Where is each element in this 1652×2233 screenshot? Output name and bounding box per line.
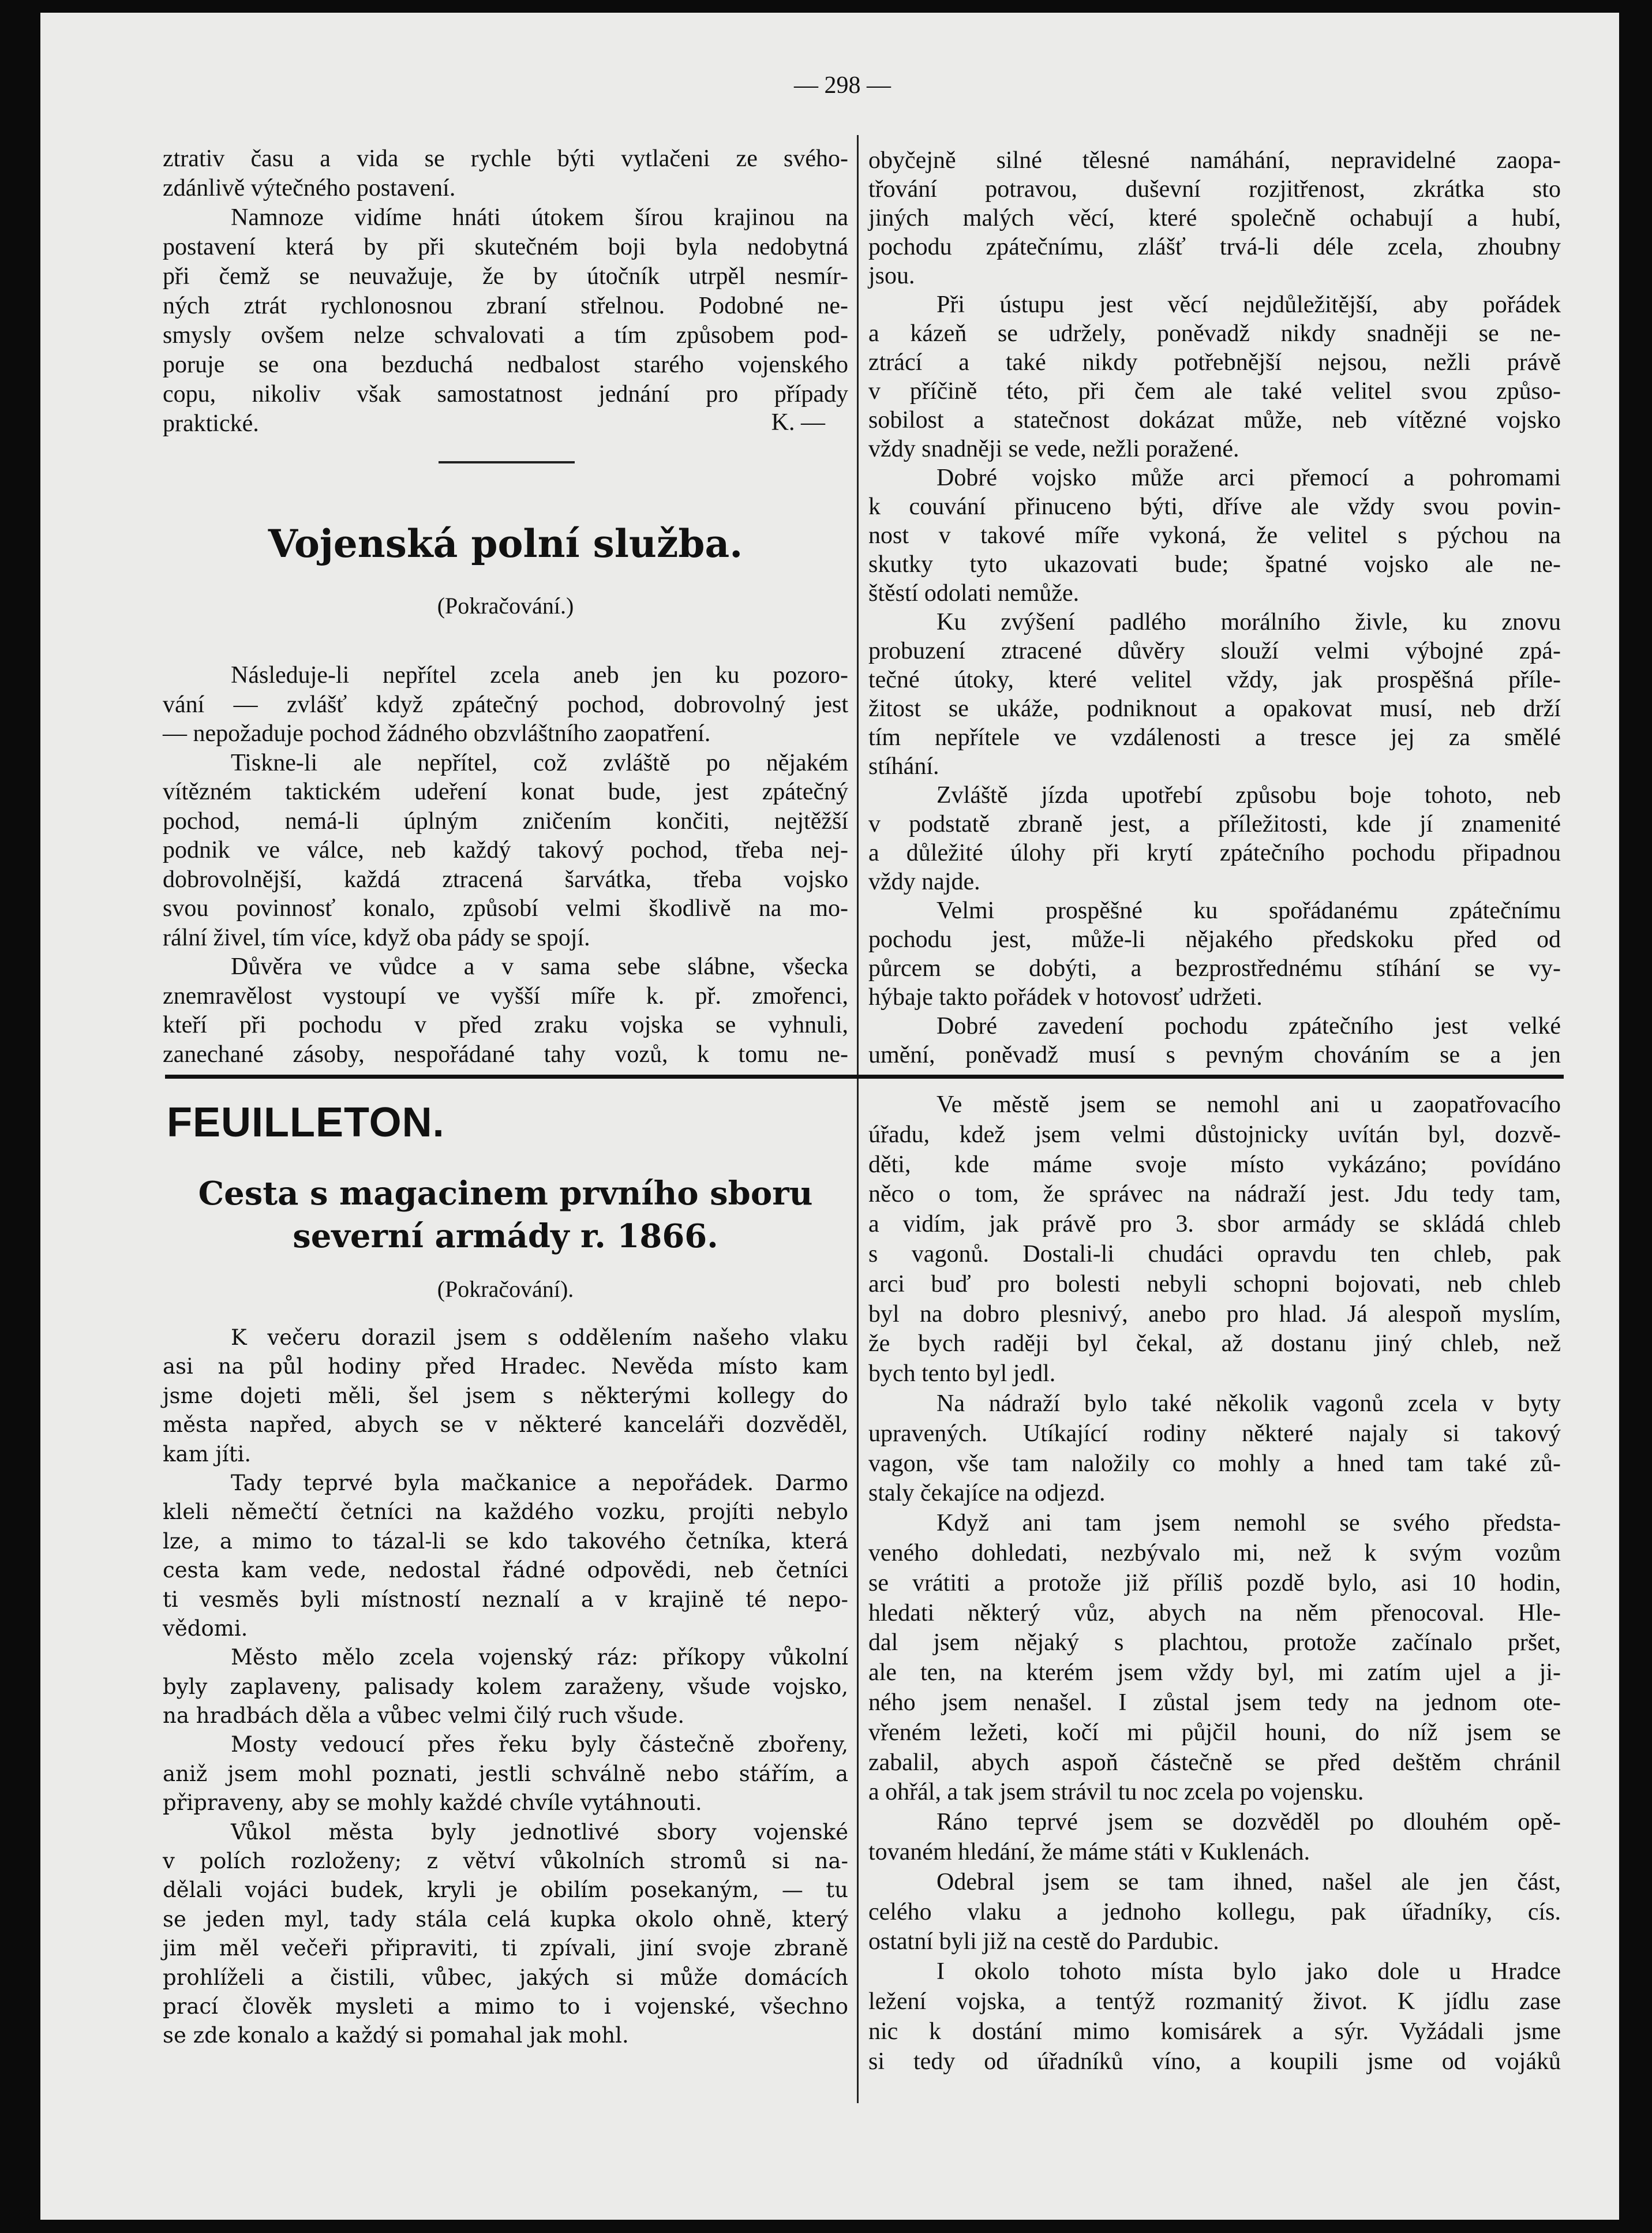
text-line: Namnoze vidíme hnáti útokem šírou krajinou na — [231, 204, 848, 231]
text-line: staly čekajíce na odjezd. — [868, 1480, 1106, 1507]
text-line: Tiskne-li ale nepřítel, což zvláště po nějakém — [231, 749, 848, 776]
paragraph — [868, 463, 1561, 608]
text-line: že bych raději byl čekal, až dostanu jiný chleb, než — [868, 1330, 1561, 1357]
page-number: — 298 — — [794, 72, 891, 99]
article-signature: K. — — [771, 409, 825, 436]
paragraph — [868, 1389, 1561, 1509]
paragraph — [868, 1868, 1561, 1957]
paragraph — [868, 1808, 1561, 1868]
text-line: Při ústupu jest věcí nejdůležitější, aby pořádek — [936, 291, 1561, 318]
text-line: vědomi. — [163, 1615, 248, 1641]
text-line: v polích rozloženy; z větví vůkolních stromů si na- — [163, 1849, 848, 1874]
paragraph — [163, 1323, 848, 1469]
text-line: Následuje-li nepřítel zcela aneb jen ku pozoro- — [231, 662, 848, 689]
text-line: ztrativ času a vida se rychle býti vytlačeni ze svého- — [163, 145, 848, 172]
text-line: při čemž se neuvažuje, že by útočník utrpěl nesmír- — [163, 263, 848, 290]
feuilleton-title-line1: Cesta s magacinem prvního sboru — [198, 1175, 813, 1213]
text-line: dobrovolnější, každá ztracená šarvátka, třeba vojsko — [163, 866, 848, 893]
text-line: a ohřál, a tak jsem strávil tu noc zcela po vojensku. — [868, 1779, 1364, 1806]
text-line: ného jsem nenašel. I zůstal jsem tedy na jednom ote- — [868, 1689, 1561, 1716]
text-line: děti, kde máme svoje místo vykázáno; povídáno — [868, 1151, 1561, 1178]
text-line: lze, a mimo to tázal-li se kdo takového četníka, která — [163, 1528, 848, 1554]
text-line: Důvěra ve vůdce a v sama sebe slábne, všecka — [231, 953, 848, 980]
text-line: I okolo tohoto místa bylo jako dole u Hradce — [936, 1958, 1561, 1985]
text-line: umění, poněvadž musí s pevným chováním se a jen — [868, 1042, 1561, 1068]
text-line: vítězném taktickém udeření konat bude, jest zpátečný — [163, 779, 848, 805]
text-line: podnik ve válce, neb každý takový pochod, třeba nej- — [163, 837, 848, 863]
text-line: hledati některý vůz, abych na něm přenocoval. Hle- — [868, 1599, 1561, 1626]
text-line: prohlíželi a čistili, vůbec, jakých si může domácích — [163, 1965, 848, 1990]
article-body-right — [868, 146, 1561, 1069]
text-line: něco o tom, že správec na nádraží jest. Jdu tedy tam, — [868, 1181, 1561, 1208]
paragraph — [163, 661, 848, 749]
text-line: ostatní byli již na cestě do Pardubic. — [868, 1928, 1219, 1955]
text-line: tečné útoky, které velitel vždy, jak prospěšná příle- — [868, 667, 1561, 693]
feuilleton-body-right — [868, 1090, 1561, 2077]
text-line: ležení vojska, a tentýž rozmanitý život. K jídlu zase — [868, 1988, 1561, 2015]
text-line: ztrácí a také nikdy potřebnější nejsou, nežli právě — [868, 349, 1561, 376]
text-line: s vagonů. Dostali-li chudáci opravdu ten chleb, pak — [868, 1240, 1561, 1267]
text-line: v podstatě zbraně jest, a příležitosti, kde jí znamenité — [868, 811, 1561, 837]
feuilleton-divider — [165, 1075, 1564, 1079]
text-line: Odebral jsem se tam ihned, našel ale jen část, — [936, 1868, 1561, 1895]
article-subtitle: (Pokračování.) — [437, 593, 574, 619]
text-line: Tady teprvé byla mačkanice a nepořádek. Darmo — [231, 1470, 848, 1495]
text-line: a důležité úlohy při krytí zpátečního pochodu připadnou — [868, 840, 1561, 866]
text-line: k couvání přinuceno býti, dříve ale vždy svou povin- — [868, 493, 1561, 520]
text-line: zdánlivě výtečného postavení. — [163, 175, 456, 201]
text-line: dal jsem nějaký s plachtou, protože začínalo pršet, — [868, 1629, 1561, 1656]
feuilleton-title-line2: severní armády r. 1866. — [293, 1217, 718, 1255]
text-line: tím nepřítele ve vzdálenosti a tresce jej za smělé — [868, 724, 1561, 751]
paragraph — [163, 1469, 848, 1643]
paragraph — [868, 1090, 1561, 1389]
feuilleton-body-left — [163, 1323, 848, 2051]
text-line: v příčině této, při čem ale také velitel svou způso- — [868, 378, 1561, 405]
text-line: zabalil, abych aspoň částečně se před deštěm chránil — [868, 1749, 1561, 1776]
text-line: a vidím, jak právě pro 3. sbor armády se skládá chleb — [868, 1211, 1561, 1238]
text-line: Město mělo zcela vojenský ráz: příkopy vůkolní — [231, 1645, 848, 1670]
text-line: arci buď pro bolesti nebyli schopni bojovati, neb chleb — [868, 1270, 1561, 1297]
text-line: Zvláště jízda upotřebí způsobu boje tohoto, neb — [936, 782, 1561, 809]
paragraph — [163, 749, 848, 953]
text-line: vání — zvlášť když zpátečný pochod, dobrovolný jest — [163, 691, 848, 718]
paragraph — [868, 290, 1561, 463]
scan-edge-top — [0, 0, 1652, 13]
text-line: ných ztrát rychlonosnou zbraní střelnou. Podobné ne- — [163, 293, 848, 319]
text-line: kteří při pochodu v před zraku vojska se vyhnuli, — [163, 1012, 848, 1038]
text-line: vždy najde. — [868, 869, 980, 895]
scan-edge-right — [1619, 0, 1652, 2233]
feuilleton-label: FEUILLETON. — [167, 1099, 445, 1146]
text-line: třování potravou, duševní rozjitřenost, zkrátka sto — [868, 176, 1561, 203]
scan-edge-bottom — [0, 2220, 1652, 2233]
text-line: cesta kam vede, nedostal řádné odpovědi, neb četníci — [163, 1558, 848, 1583]
text-line: jim měl večeři připraviti, ti zpívali, jiní svoje zbraně — [163, 1936, 848, 1961]
text-line: Mosty vedoucí přes řeku byly částečně zbořeny, — [231, 1732, 848, 1757]
paragraph — [163, 1818, 848, 2051]
text-line: znemravělost vystoupí ve vyšší míře k. př. zmořenci, — [163, 982, 848, 1009]
text-line: probuzení ztracené důvěry slouží velmi výbojné zpá- — [868, 638, 1561, 664]
text-line: jsou. — [868, 263, 915, 289]
text-line: Když ani tam jsem nemohl se svého předsta- — [936, 1510, 1561, 1537]
text-line: tovaném hledání, že máme státi v Kuklenách. — [868, 1838, 1310, 1865]
text-line: prací člověk mysleti a mimo to i vojenské, všechno — [163, 1993, 848, 2019]
text-line: pochodu zpátečnímu, zlášť trvá-li déle zcela, zhoubny — [868, 234, 1561, 260]
text-line: úřadu, kdež jsem velmi důstojnicky uvítán byl, dozvě- — [868, 1121, 1561, 1148]
text-line: jsme dojeti měli, šel jsem s některými kollegy do — [163, 1383, 848, 1408]
text-line: se jeden myl, tady stála celá kupka okolo ohně, který — [163, 1906, 848, 1932]
text-line: upravených. Utíkající rodiny některé najaly si takový — [868, 1420, 1561, 1447]
text-line: se vrátiti a protože již příliš pozdě bylo, asi 10 hodin, — [868, 1569, 1561, 1596]
text-line: hýbaje takto pořádek v hotovosť udržeti. — [868, 984, 1263, 1011]
text-line: se zde konalo a každý si pomahal jak mohl. — [163, 2023, 629, 2048]
text-line: na hradbách děla a vůbec velmi čilý ruch všude. — [163, 1703, 685, 1729]
text-line: kam jíti. — [163, 1441, 252, 1467]
paragraph — [163, 203, 848, 439]
text-line: kleli němečtí četníci na každého vozku, projíti nebylo — [163, 1499, 848, 1525]
text-line: copu, nikoliv však samostatnost jednání pro případy — [163, 381, 848, 407]
text-line: celého vlaku a jednoho kollegu, pak úřadníky, cís. — [868, 1898, 1561, 1925]
text-line: bych tento byl jedl. — [868, 1360, 1056, 1387]
text-line: jiných malých věcí, které společně ochabují a hubí, — [868, 205, 1561, 231]
text-line: dělali vojáci budek, kryli je obilím posekaným, — tu — [163, 1877, 848, 1903]
text-line: smysly ovšem nelze schvalovati a tím způsobem pod- — [163, 322, 848, 349]
paragraph — [163, 144, 848, 203]
paragraph — [868, 1509, 1561, 1808]
text-line: rální živel, tím více, když oba pády se spojí. — [163, 924, 590, 951]
text-line: pochodu jest, může-li nějakého předskoku před od — [868, 926, 1561, 953]
text-line: žitost se ukáže, podniknout a opakovat musí, neb drží — [868, 695, 1561, 722]
text-line: vřeném ležeti, kočí mi půjčil houni, do níž jsem se — [868, 1719, 1561, 1746]
column-divider — [857, 135, 859, 2103]
paragraph — [163, 952, 848, 1069]
text-line: K večeru dorazil jsem s oddělením našeho vlaku — [231, 1325, 848, 1350]
text-line: Dobré zavedení pochodu zpátečního jest velké — [936, 1013, 1561, 1039]
text-line: svou povinnosť konalo, způsobí velmi škodlivě na mo- — [163, 895, 848, 922]
article-continuation-left — [163, 144, 848, 439]
text-line: aniž jsem mohl poznati, jestli schválně nebo stářím, a — [163, 1761, 848, 1786]
paragraph — [868, 608, 1561, 781]
text-line: praktické. — [163, 410, 259, 437]
paragraph — [868, 1957, 1561, 2077]
text-line: a kázeň se udržely, poněvadž nikdy snadněji se ne- — [868, 320, 1561, 347]
text-line: Ráno teprvé jsem se dozvěděl po dlouhém opě- — [936, 1809, 1561, 1836]
text-line: — nepožaduje pochod žádného obzvláštního zaopatření. — [163, 720, 711, 747]
text-line: připraveny, aby se mohly každé chvíle vytáhnouti. — [163, 1790, 702, 1816]
article-body-left — [163, 661, 848, 1069]
text-line: půrcem se dobýti, a bezprostřednému stíhání se vy- — [868, 955, 1561, 982]
text-line: štěstí odolati nemůže. — [868, 580, 1080, 607]
text-line: nic k dostání mimo komisárek a sýr. Vyžádali jsme — [868, 2018, 1561, 2045]
text-line: postavení která by při skutečném boji byla nedobytná — [163, 234, 848, 260]
text-line: obyčejně silné tělesné namáhání, nepravidelné zaopa- — [868, 147, 1561, 174]
text-line: poruje se ona bezduchá nedbalost starého vojenského — [163, 351, 848, 378]
text-line: Velmi prospěšné ku spořádanému zpátečnímu — [936, 897, 1561, 924]
paragraph — [868, 1012, 1561, 1069]
paragraph — [868, 896, 1561, 1012]
text-line: byl na dobro plesnivý, anebo pro hlad. Já alespoň myslím, — [868, 1300, 1561, 1327]
article-title: Vojenská polní služba. — [268, 521, 743, 566]
text-line: vagon, vše tam naložily co mohly a hned tam také zů- — [868, 1450, 1561, 1477]
text-line: stíhání. — [868, 753, 939, 780]
text-line: nost v takové míře vykoná, že velitel s pýchou na — [868, 522, 1561, 549]
feuilleton-subtitle: (Pokračování). — [437, 1276, 574, 1302]
text-line: Vůkol města byly jednotlivé sbory vojenské — [231, 1819, 848, 1845]
text-line: zanechané zásoby, nespořádané tahy vozů, k tomu ne- — [163, 1041, 848, 1068]
text-line: veného dohledati, nezbývalo mi, než k svým vozům — [868, 1539, 1561, 1566]
paragraph — [868, 146, 1561, 290]
text-line: pochod, nemá-li úplným zničením končiti, nejtěžší — [163, 807, 848, 835]
text-line: Ku zvýšení padlého morálního živle, ku znovu — [936, 609, 1561, 635]
text-line: ale ten, na kterém jsem vždy byl, mi zatím ujel a ji- — [868, 1659, 1561, 1686]
paragraph — [868, 781, 1561, 896]
text-line: města napřed, abych se v některé kanceláři dozvěděl, — [163, 1412, 848, 1438]
text-line: skutky tyto ukazovati bude; špatné vojsko ale ne- — [868, 551, 1561, 578]
text-line: vždy snadněji se vede, nežli poražené. — [868, 436, 1239, 462]
text-line: Ve městě jsem se nemohl ani u zaopatřovacího — [936, 1091, 1561, 1118]
scan-edge-left — [0, 0, 40, 2233]
text-line: asi na půl hodiny před Hradec. Nevěda místo kam — [163, 1354, 848, 1379]
text-line: Dobré vojsko může arci přemocí a pohromami — [936, 465, 1561, 491]
text-line: ti vesměs byli místností neznalí a v krajině té nepo- — [163, 1587, 848, 1612]
text-line: Na nádraží bylo také několik vagonů zcela v byty — [936, 1390, 1561, 1417]
paragraph — [163, 1643, 848, 1730]
text-line: si tedy od úřadníků víno, a koupili jsme od vojáků — [868, 2048, 1561, 2075]
section-rule — [439, 461, 575, 463]
text-line: sobilost a statečnost dokázat může, neb vítězné vojsko — [868, 407, 1561, 433]
paragraph — [163, 1730, 848, 1817]
text-line: byly zaplaveny, palisady kolem zaraženy, všude vojsko, — [163, 1674, 848, 1699]
